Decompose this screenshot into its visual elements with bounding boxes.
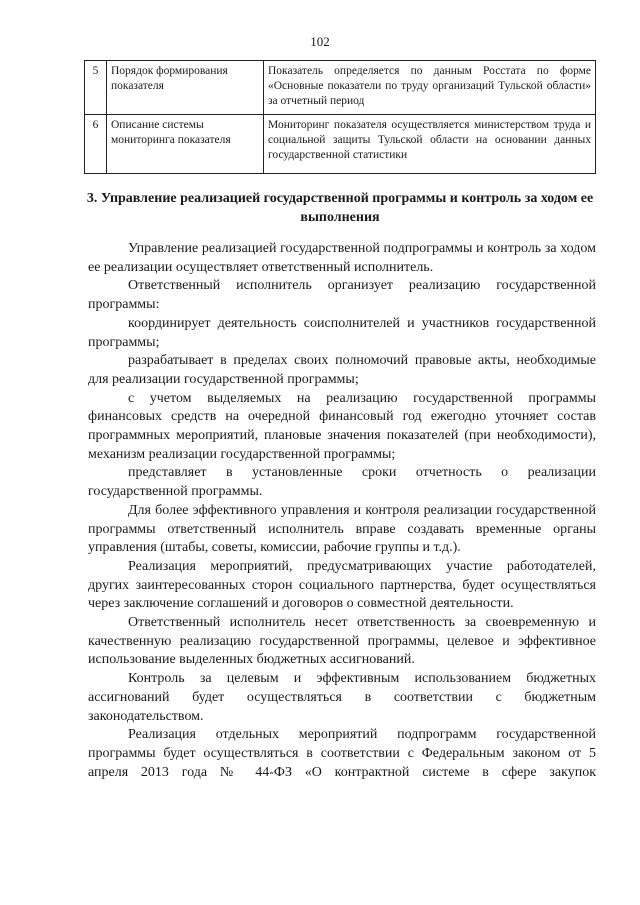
- row-name: Порядок формирования показателя: [107, 61, 264, 115]
- paragraph: Для более эффективного управления и контроля реализации государственной программы ответственный исполнитель вправе создавать временные органы управления (штабы, советы, комиссии, рабочие группы и т.д.).: [88, 502, 596, 556]
- paragraph: Реализация отдельных мероприятий подпрограмм государственной программы будет осуществляться в соответствии с Федеральным законом от 5 апреля 2013 года № 44-ФЗ «О контрактной системе в сфере закупок: [88, 727, 596, 780]
- row-description: Показатель определяется по данным Росстата по форме «Основные показатели по труду организаций Тульской области» за отчетный период: [264, 61, 596, 115]
- table-row: [85, 115, 596, 174]
- section-title: 3. Управление реализацией государственной программы и контроль за ходом ее выполнения: [86, 191, 594, 225]
- paragraph: Реализация мероприятий, предусматривающих участие работодателей, других заинтересованных сторон социального партнерства, будет осуществляться через заключение соглашений и договоров о совместной деятельности.: [88, 558, 596, 612]
- row-number: 5: [85, 61, 107, 115]
- paragraph: Ответственный исполнитель организует реализацию государственной программы:: [88, 278, 596, 313]
- row-name: Описание системы мониторинга показателя: [107, 115, 264, 174]
- row-description: Мониторинг показателя осуществляется министерством труда и социальной защиты Тульской области на основании данных государственной статистики: [264, 115, 596, 174]
- paragraph: Ответственный исполнитель несет ответственность за своевременную и качественную реализацию государственной программы, целевое и эффективное использование выделенных бюджетных ассигнований.: [88, 615, 596, 668]
- paragraph: Контроль за целевым и эффективным использованием бюджетных ассигнований будет осуществляться в соответствии с бюджетным законодательством.: [88, 671, 596, 724]
- page-number: 102: [310, 34, 330, 49]
- row-number: 6: [85, 115, 107, 174]
- table-row: [85, 61, 596, 115]
- paragraph: с учетом выделяемых на реализацию государственной программы финансовых средств на очередной финансовый год ежегодно уточняет состав программных мероприятий, плановые значения показателей (при необходимости), механизм реализации государственной программы;: [88, 390, 596, 462]
- paragraph: Управление реализацией государственной подпрограммы и контроль за ходом ее реализации осуществляет ответственный исполнитель.: [88, 241, 596, 275]
- paragraph: координирует деятельность соисполнителей и участников государственной программы;: [88, 315, 596, 350]
- paragraph: разрабатывает в пределах своих полномочий правовые акты, необходимые для реализации государственной программы;: [88, 353, 596, 387]
- body-text: [88, 240, 596, 782]
- indicator-table: [84, 60, 596, 174]
- paragraph: представляет в установленные сроки отчетность о реализации государственной программы.: [88, 465, 596, 500]
